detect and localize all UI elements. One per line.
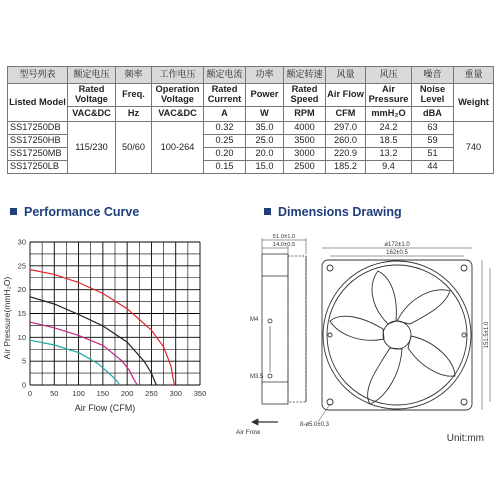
chart-curves (30, 270, 174, 385)
unit-cell: dBA (412, 107, 454, 122)
header-cn-cell: 额定电流 (204, 67, 246, 84)
header-cn-cell: 重量 (454, 67, 494, 84)
hole-spec-label: 8-ø5.0±0.3 (300, 422, 329, 428)
header-cn-cell: 风量 (326, 67, 366, 84)
header-en-cell: Rated Current (204, 84, 246, 107)
unit-cell: A (204, 107, 246, 122)
bullet-square-icon (264, 208, 271, 215)
hole-m4-label: M4 (250, 317, 259, 323)
dim-diameter-172: ø172±1.0 (384, 242, 410, 248)
x-tick-label: 100 (72, 389, 85, 398)
current-cell: 0.15 (204, 161, 246, 174)
noise-cell: 44 (412, 161, 454, 174)
y-tick-label: 15 (17, 309, 26, 318)
y-axis-label: Air Pressure(mmH₂O) (2, 276, 12, 360)
noise-cell: 51 (412, 148, 454, 161)
header-en-cell: Air Pressure (366, 84, 412, 107)
side-view (252, 238, 306, 425)
unit-cell: CFM (326, 107, 366, 122)
header-row-cn (8, 67, 494, 84)
header-cn-cell: 功率 (246, 67, 284, 84)
pressure-cell: 13.2 (366, 148, 412, 161)
unit-cell: W (246, 107, 284, 122)
header-row-en (8, 84, 494, 107)
y-tick-label: 5 (21, 356, 26, 366)
air-flow-label: Air Frow (236, 429, 261, 436)
freq-cell: 50/60 (116, 122, 152, 174)
x-tick-label: 300 (169, 389, 182, 398)
chart-ticks (18, 238, 207, 399)
units-row (8, 107, 494, 122)
header-en-cell: Air Flow (326, 84, 366, 107)
pressure-cell: 18.5 (366, 135, 412, 148)
header-en-cell: Noise Level (412, 84, 454, 107)
bullet-square-icon (10, 208, 17, 215)
unit-cell: Hz (116, 107, 152, 122)
unit-cell: VAC&DC (68, 107, 116, 122)
x-axis-label: Air Flow (CFM) (74, 403, 136, 413)
header-en-cell: Listed Model (8, 84, 68, 122)
spec-table (7, 66, 494, 174)
header-en-cell: Freq. (116, 84, 152, 107)
series-line-3 (30, 340, 120, 385)
performance-curve-heading (10, 205, 139, 219)
unit-cell: RPM (284, 107, 326, 122)
unit-cell: mmH₂O (366, 107, 412, 122)
noise-cell: 59 (412, 135, 454, 148)
y-tick-label: 25 (17, 261, 26, 271)
pressure-cell: 24.2 (366, 122, 412, 135)
x-tick-label: 250 (145, 389, 158, 398)
speed-cell: 3500 (284, 135, 326, 148)
flow-cell: 297.0 (326, 122, 366, 135)
x-tick-label: 150 (96, 389, 110, 398)
weight-cell: 740 (454, 122, 494, 174)
model-cell: SS17250MB (8, 148, 68, 161)
header-en-cell: Rated Voltage (68, 84, 116, 107)
current-cell: 0.25 (204, 135, 246, 148)
header-en-cell: Rated Speed (284, 84, 326, 107)
y-tick-label: 30 (17, 237, 26, 247)
dim-width-14: 14.0±0.5 (272, 242, 296, 248)
header-cn-cell: 型号列表 (8, 67, 68, 84)
hole-m35-label: M3.5 (250, 374, 264, 380)
performance-chart (0, 228, 250, 428)
series-line-2 (30, 322, 137, 385)
power-cell: 15.0 (246, 161, 284, 174)
x-tick-label: 0 (27, 389, 33, 398)
header-cn-cell: 噪音 (412, 67, 454, 84)
dim-height-151-5: 151.5±1.0 (484, 321, 490, 349)
unit-cell: VAC&DC (152, 107, 204, 122)
power-cell: 20.0 (246, 148, 284, 161)
header-en-cell: Weight (454, 84, 494, 122)
header-en-cell: Operation Voltage (152, 84, 204, 107)
performance-title: Performance Curve (24, 205, 140, 219)
current-cell: 0.32 (204, 122, 246, 135)
pressure-cell: 9.4 (366, 161, 412, 174)
y-tick-label: 10 (17, 332, 26, 342)
header-cn-cell: 工作电压 (152, 67, 204, 84)
flow-cell: 185.2 (326, 161, 366, 174)
dimensions-title: Dimensions Drawing (278, 205, 402, 219)
model-cell: SS17250DB (8, 122, 68, 135)
power-cell: 25.0 (246, 135, 284, 148)
flow-cell: 220.9 (326, 148, 366, 161)
flow-cell: 260.0 (326, 135, 366, 148)
speed-cell: 3000 (284, 148, 326, 161)
power-cell: 35.0 (246, 122, 284, 135)
model-cell: SS17250HB (8, 135, 68, 148)
y-tick-label: 0 (21, 380, 26, 390)
x-tick-label: 200 (120, 389, 134, 398)
noise-cell: 63 (412, 122, 454, 135)
rated-voltage-cell: 115/230 (68, 122, 116, 174)
header-cn-cell: 频率 (116, 67, 152, 84)
unit-label: Unit:mm (446, 433, 484, 444)
table-row (8, 122, 494, 135)
speed-cell: 2500 (284, 161, 326, 174)
chart-grid (30, 242, 200, 385)
y-tick-label: 20 (17, 285, 26, 295)
dimensions-drawing (236, 226, 498, 446)
x-tick-label: 350 (193, 389, 207, 398)
speed-cell: 4000 (284, 122, 326, 135)
header-cn-cell: 风压 (366, 67, 412, 84)
x-tick-label: 50 (50, 389, 59, 398)
dim-width-51: 51.0±1.0 (272, 234, 296, 240)
header-en-cell: Power (246, 84, 284, 107)
dim-162: 162±0.5 (386, 250, 408, 256)
model-cell: SS17250LB (8, 161, 68, 174)
header-cn-cell: 额定转速 (284, 67, 326, 84)
operation-voltage-cell: 100-264 (152, 122, 204, 174)
current-cell: 0.20 (204, 148, 246, 161)
front-view (318, 248, 490, 422)
header-cn-cell: 额定电压 (68, 67, 116, 84)
dimensions-drawing-heading (264, 205, 402, 219)
